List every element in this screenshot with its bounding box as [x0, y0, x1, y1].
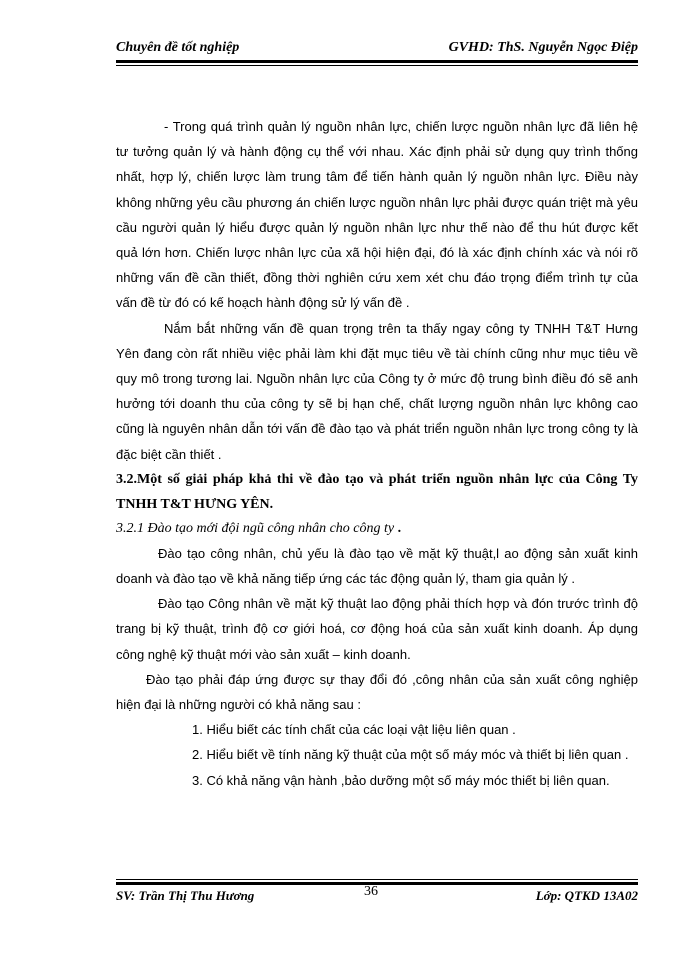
list-item-operation: 3. Có khả năng vận hành ,bảo dưỡng một số máy móc thiết bị liên quan. — [192, 772, 610, 788]
page-header — [116, 40, 638, 60]
subsection-heading-3-2-1 — [116, 517, 638, 541]
list-item-machinery: 2. Hiểu biết về tính năng kỹ thuật của một số máy móc và thiết bị liên quan . — [192, 747, 629, 763]
paragraph-requirements: Đào tạo phải đáp ứng được sự thay đổi đó ,công nhân của sản xuất công nghiệp hiện đại là những người có khả năng sau : — [116, 671, 638, 713]
list-item-materials: 1. Hiểu biết các tính chất của các loại vật liệu liên quan . — [192, 722, 516, 738]
subsection-heading-text: 3.2.1 Đào tạo mới đội ngũ công nhân cho công ty — [116, 520, 395, 536]
subsection-heading-end: . — [394, 520, 402, 536]
paragraph-strategy: - Trong quá trình quản lý nguồn nhân lực, chiến lược nguồn nhân lực đã liên hệ tư tưởng quản lý và hành động cụ thể với nhau. Xác định phải sử dụng quy trình thống nhất, hợp lý, chiến lược làm trung tâm để tiến hành quản lý nguồn nhân lực. Điều này không những yêu cầu phương án chiến lược nguồn nhân lực phải được quán triệt mà yêu cầu người quản lý hiểu được quản lý nguồn nhân lực như thế nào để thu hút được kết quả lớn hơn. Chiến lược nhân lực của xã hội hiện đại, đó là xác định chính xác và nói rõ những vấn đề cần thiết, đồng thời nghiên cứu xem xét chu đáo trọng điểm trình tự của vấn đề từ đó có kế hoạch hành động sử lý vấn đề . — [116, 119, 638, 311]
header-document-title: Chuyên đề tốt nghiệp — [116, 40, 240, 55]
paragraph-technical-training: Đào tạo Công nhân về mặt kỹ thuật lao động phải thích hợp và đón trước trình độ trang bị kỹ thuật, trình độ cơ giới hoá, cơ động hoá của sản xuất kinh doanh. Áp dụng công nghệ kỹ thuật mới vào sản xuất – kinh doanh. — [116, 596, 638, 662]
footer-class: Lớp: QTKD 13A02 — [535, 888, 638, 903]
section-heading-3-2: 3.2.Một số giải pháp khả thi về đào tạo và phát triển nguồn nhân lực của Công Ty TNHH T&T HƯNG YÊN. — [116, 471, 638, 512]
header-rule-thick — [116, 60, 638, 63]
page-number: 36 — [364, 884, 378, 899]
paragraph-worker-training: Đào tạo công nhân, chủ yếu là đào tạo về mặt kỹ thuật,l ao động sản xuất kinh doanh và đào tạo về khả năng tiếp ứng các tác động quản lý, tham gia quản lý . — [116, 545, 638, 587]
header-rule-thin — [116, 65, 638, 66]
header-advisor: GVHD: ThS. Nguyễn Ngọc Điệp — [448, 40, 638, 55]
page-footer — [116, 884, 638, 908]
footer-student-name: SV: Trần Thị Thu Hương — [116, 888, 255, 903]
paragraph-company-situation: Nắm bắt những vấn đề quan trọng trên ta thấy ngay công ty TNHH T&T Hưng Yên đang còn rất nhiều việc phải làm khi đặt mục tiêu về tài chính cũng như mục tiêu về quy mô trong tương lai. Nguồn nhân lực của Công ty ở mức độ trung bình điều đó sẽ anh hưởng tới doanh thu của công ty sẽ bị hạn chế, chất lượng nguồn nhân lực không cao cũng là nguyên nhân dẫn tới vấn đề đào tạo và phát triển nguồn nhân lực trong công ty là đặc biệt cần thiết . — [116, 320, 638, 462]
footer-rule-thin — [116, 879, 638, 880]
page-body — [116, 114, 638, 793]
